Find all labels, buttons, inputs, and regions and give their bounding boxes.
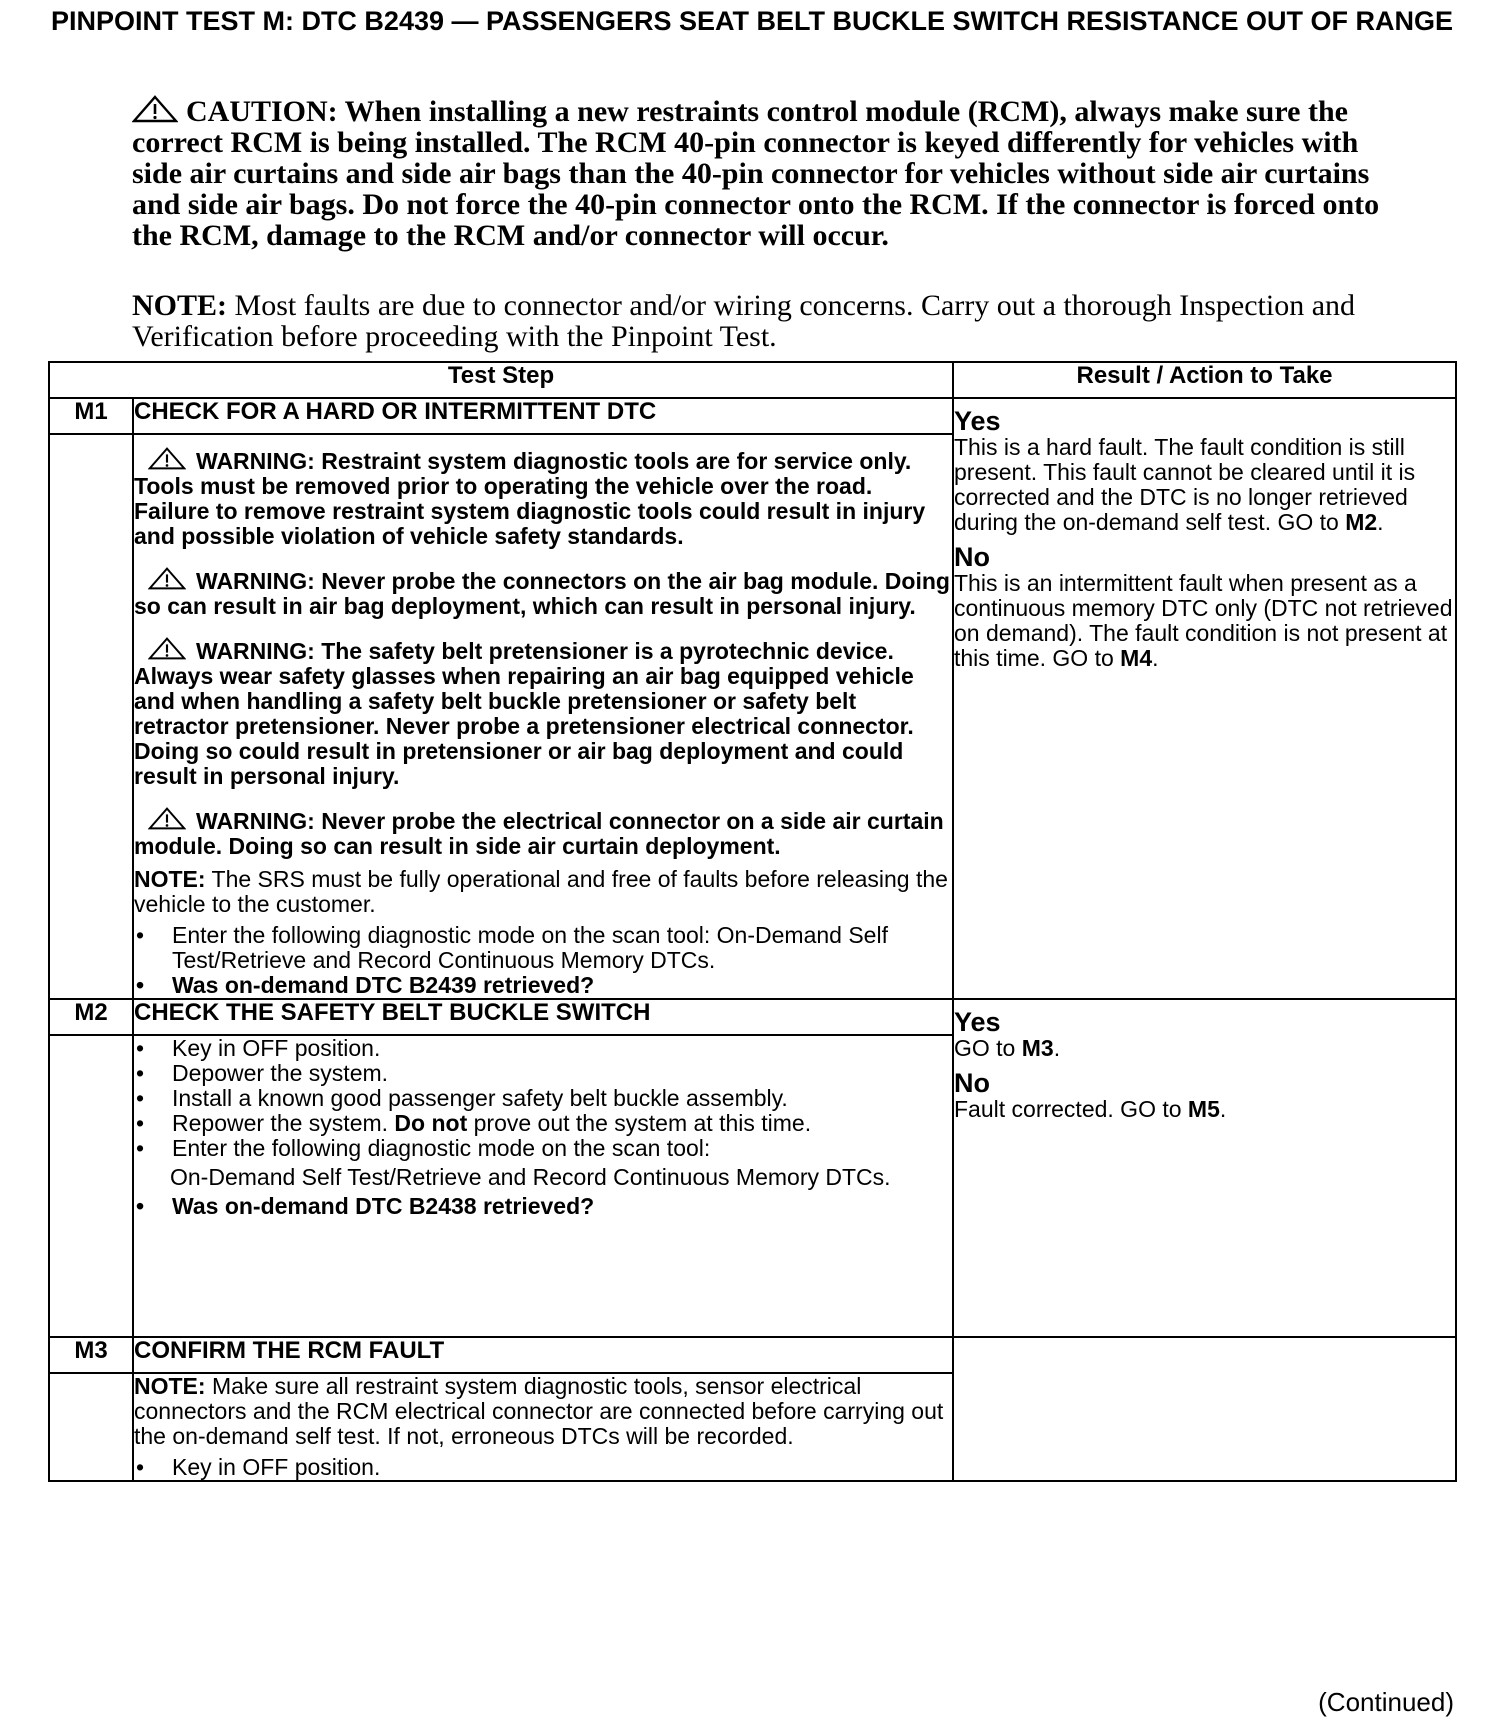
step-m3-body [133,1373,953,1481]
m1-no-text: This is an intermittent fault when present as a continuous memory DTC only (DTC not retrieved on demand). The fault condition is not present at this time. GO to M4. [954,570,1453,671]
m3-note-label: NOTE: [134,1373,206,1399]
m2-yes-text [954,1036,1455,1061]
m1-yes-label: Yes [954,406,1001,436]
continued-label: (Continued) [1318,1687,1454,1717]
m1-bullet-list [134,923,952,998]
m1-warning-3-text: WARNING: The safety belt pretensioner is a pyrotechnic device. Always wear safety glasses when repairing an air bag equipped vehicle and when handling a safety belt buckle pretensioner or safety belt retractor pretensioner. Never probe a pretensioner electrical connector. Doing so could result in pretensioner or air bag deployment and could result in personal injury. [134,638,914,789]
m3-bullet-list [134,1455,952,1480]
m2-bullet-3: • Install a known good passenger safety belt buckle assembly. [134,1086,952,1111]
step-m3-result [953,1337,1456,1481]
step-m1-title: CHECK FOR A HARD OR INTERMITTENT DTC [133,398,953,434]
warning-triangle-icon [148,807,186,830]
step-m1-title-row [49,398,1456,434]
m2-bullet-1: • Key in OFF position. [134,1036,952,1061]
m2-bullet-4-a: Repower the system. [172,1110,395,1136]
m1-note-text: The SRS must be fully operational and free of faults before releasing the vehicle to the customer. [134,866,948,917]
m2-bullet-list [134,1036,952,1161]
m1-warning-2 [134,567,952,619]
m2-bullet-2: • Depower the system. [134,1061,952,1086]
m2-bullet-list-2 [134,1194,952,1219]
m1-no-body: This is an intermittent fault when present as a continuous memory DTC only (DTC not retrieved on demand). The fault condition is not present at this time. GO to [954,570,1453,671]
m3-note-text: Make sure all restraint system diagnostic tools, sensor electrical connectors and the RCM electrical connector are connected before carrying out the on-demand self test. If not, erroneous DTCs will be recorded. [134,1373,944,1449]
step-m1-body [133,434,953,999]
caution-text: CAUTION: When installing a new restraints control module (RCM), always make sure the correct RCM is being installed. The RCM 40-pin connector is keyed differently for vehicles with side air curtains and side air bags than the 40-pin connector for vehicles without side air curtains and side air bags. Do not force the 40-pin connector onto the RCM. If the connector is forced onto the RCM, damage to the RCM and/or connector will occur. [132,95,1380,252]
step-m3-title: CONFIRM THE RCM FAULT [133,1337,953,1373]
step-m2-title: CHECK THE SAFETY BELT BUCKLE SWITCH [133,999,953,1035]
step-m2-title-row [49,999,1456,1035]
m2-yes-end: . [1053,1035,1061,1061]
step-m2-number: M2 [49,999,133,1035]
m1-warning-4-text: WARNING: Never probe the electrical connector on a side air curtain module. Doing so can result in side air curtain deployment. [134,808,944,859]
step-m2-body [133,1035,953,1337]
m2-yes-body: GO to [954,1035,1022,1061]
warning-triangle-icon [132,95,178,123]
step-m2-result [953,999,1456,1337]
table-header-row [49,362,1456,398]
m1-note [134,867,952,917]
intro-note-label: NOTE: [132,289,228,322]
caution-block [132,95,1382,251]
m2-bullet-6: • Was on-demand DTC B2438 retrieved? [134,1194,952,1219]
intro-note-text: Most faults are due to connector and/or wiring concerns. Carry out a thorough Inspection and Verification before proceeding with the Pinpoint Test. [132,289,1356,353]
m1-warning-2-text: WARNING: Never probe the connectors on the air bag module. Doing so can result in air bag deployment, which can result in personal injury. [134,568,950,619]
m1-no-label: No [954,542,990,572]
m2-no-goto: M5 [1187,1096,1220,1122]
step-m1-blank [49,434,133,999]
m1-warning-4 [134,807,952,859]
m1-yes-body: This is a hard fault. The fault condition is still present. This fault cannot be cleared until it is corrected and the DTC is no longer retrieved during the on-demand self test. GO to [954,434,1416,535]
m2-no-body: Fault corrected. GO to [954,1096,1188,1122]
m1-yes-goto: M2 [1345,509,1378,535]
m1-note-label: NOTE: [134,866,206,892]
m2-bullet-4-bold: Do not [394,1110,468,1136]
page-title: PINPOINT TEST M: DTC B2439 — PASSENGERS SEAT BELT BUCKLE SWITCH RESISTANCE OUT OF RANGE [50,6,1454,36]
pinpoint-test-table [48,361,1457,1482]
m3-note [134,1374,952,1449]
m1-bullet-2: • Was on-demand DTC B2439 retrieved? [134,973,952,998]
step-m3-title-row [49,1337,1456,1373]
result-action-header: Result / Action to Take [953,362,1456,398]
warning-triangle-icon [148,447,186,470]
test-step-header: Test Step [49,362,953,398]
m3-bullet-1: • Key in OFF position. [134,1455,952,1480]
m2-bullet-4-b: prove out the system at this time. [467,1110,812,1136]
m1-bullet-1: • Enter the following diagnostic mode on the scan tool: On-Demand Self Test/Retrieve and Record Continuous Memory DTCs. [134,923,952,973]
m2-bullet-5: • Enter the following diagnostic mode on the scan tool: [134,1136,952,1161]
step-m3-number: M3 [49,1337,133,1373]
step-m3-blank [49,1373,133,1481]
step-m2-blank [49,1035,133,1337]
m1-no-goto: M4 [1120,645,1153,671]
m2-yes-goto: M3 [1021,1035,1054,1061]
m2-bullet-4 [134,1111,952,1136]
step-m1-number: M1 [49,398,133,434]
m2-sub-text: On-Demand Self Test/Retrieve and Record Continuous Memory DTCs. [170,1164,891,1190]
warning-triangle-icon [148,567,186,590]
m2-no-end: . [1219,1096,1227,1122]
m2-yes-label: Yes [954,1007,1001,1037]
m1-yes-text: This is a hard fault. The fault condition is still present. This fault cannot be cleared until it is corrected and the DTC is no longer retrieved during the on-demand self test. GO to M2. [954,434,1416,535]
step-m1-result [953,398,1456,999]
m2-no-label: No [954,1068,990,1098]
m1-warning-1-text: WARNING: Restraint system diagnostic tools are for service only. Tools must be removed prior to operating the vehicle over the road. Failure to remove restraint system diagnostic tools could result in injury and possible violation of vehicle safety standards. [134,448,926,549]
m2-no-text [954,1097,1455,1122]
m1-warning-1 [134,447,952,549]
m1-warning-3 [134,637,952,789]
intro-note [132,290,1382,352]
warning-triangle-icon [148,637,186,660]
